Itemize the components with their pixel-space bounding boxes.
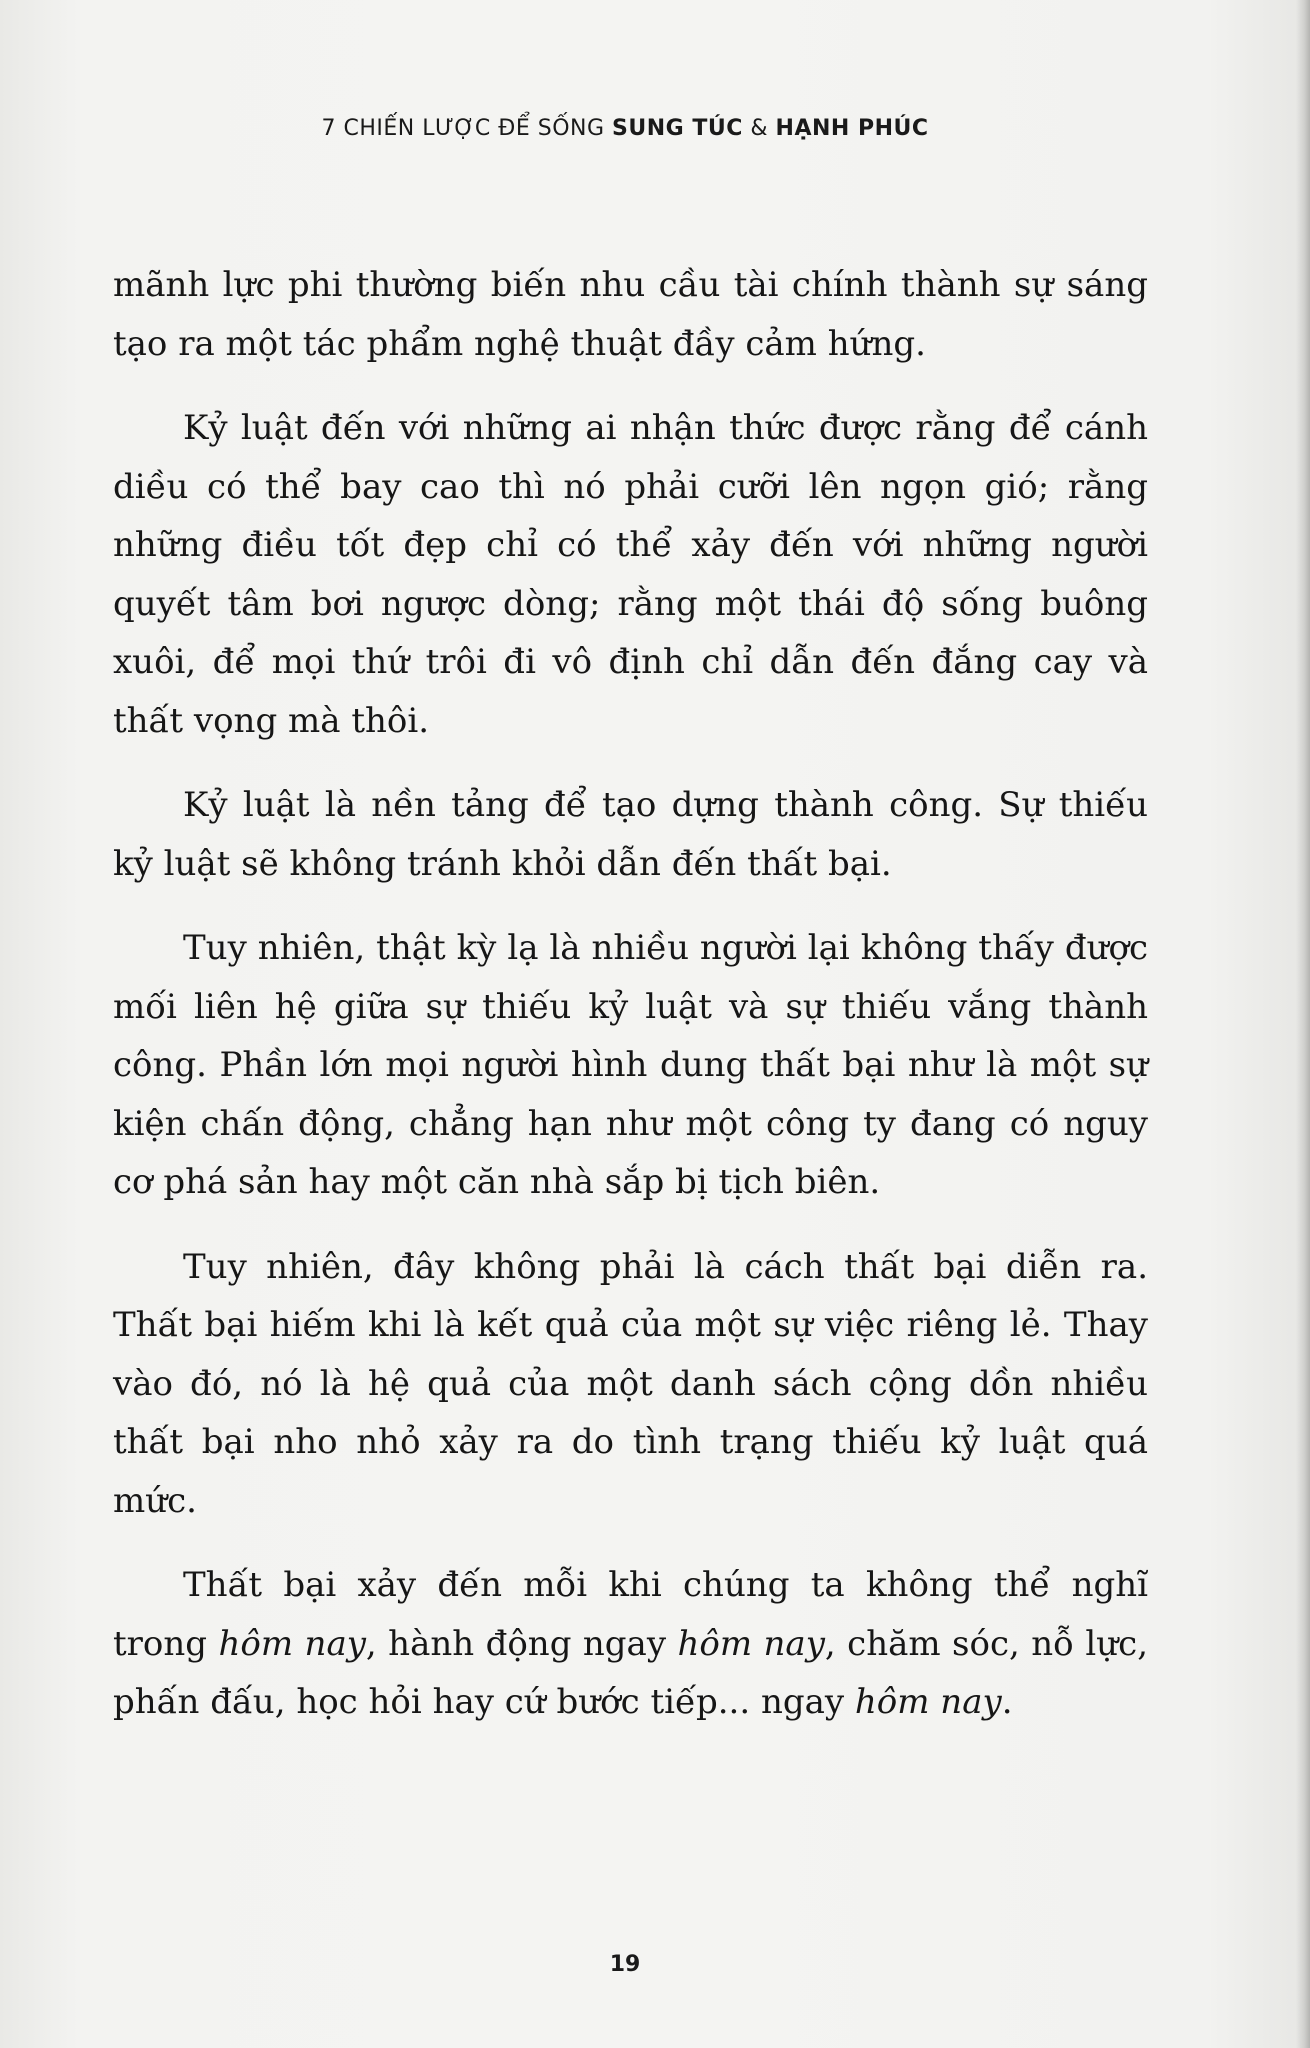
paragraph-6-italic-2: hôm nay [677, 1623, 825, 1664]
running-header [0, 116, 1250, 141]
paragraph-2: Kỷ luật đến với những ai nhận thức được rằng để cánh diều có thể bay cao thì nó phải cưỡi lên ngọn gió; rằng những điều tốt đẹp chỉ có thể xảy đến với những người quyết tâm bơi ngược dòng; rằng một thái độ sống buông xuôi, để mọi thứ trôi đi vô định chỉ dẫn đến đắng cay và thất vọng mà thôi. [113, 408, 1148, 741]
paragraph-6-text-1: Thất bại xảy đến mỗi khi chúng ta không thể nghĩ trong [113, 1565, 1148, 1664]
page-number: 19 [609, 1952, 641, 1977]
header-title-part2: SUNG TÚC [612, 116, 743, 141]
paragraph-6-italic-1: hôm nay [218, 1623, 366, 1664]
paragraph-6-text-4: . [1001, 1682, 1013, 1722]
body-text [113, 256, 1148, 1732]
paragraph-1: mãnh lực phi thường biến nhu cầu tài chính thành sự sáng tạo ra một tác phẩm nghệ thuật đầy cảm hứng. [113, 265, 1148, 364]
paragraph-5: Tuy nhiên, đây không phải là cách thất bại diễn ra. Thất bại hiếm khi là kết quả của một sự việc riêng lẻ. Thay vào đó, nó là hệ quả của một danh sách cộng dồn nhiều thất bại nho nhỏ xảy ra do tình trạng thiếu kỷ luật quá mức. [113, 1246, 1148, 1521]
header-title-part4: HẠNH PHÚC [775, 116, 929, 141]
header-title-part3: & [742, 116, 776, 141]
paragraph-4: Tuy nhiên, thật kỳ lạ là nhiều người lại không thấy được mối liên hệ giữa sự thiếu kỷ luật và sự thiếu vắng thành công. Phần lớn mọi người hình dung thất bại như là một sự kiện chấn động, chẳng hạn như một công ty đang có nguy cơ phá sản hay một căn nhà sắp bị tịch biên. [113, 928, 1148, 1202]
paragraph-6-text-3: , chăm sóc, nỗ lực, phấn đấu, học hỏi hay cứ bước tiếp... ngay [113, 1623, 1148, 1722]
paragraph-6-text-2: , hành động ngay [365, 1623, 678, 1664]
header-title-part1: 7 CHIẾN LƯỢC ĐỂ SỐNG [321, 116, 613, 141]
spine-shadow [1296, 0, 1310, 2048]
paragraph-6-italic-3: hôm nay [854, 1682, 1002, 1722]
paragraph-3: Kỷ luật là nền tảng để tạo dựng thành công. Sự thiếu kỷ luật sẽ không tránh khỏi dẫn đến thất bại. [113, 785, 1148, 884]
paragraph-6 [113, 1556, 1148, 1732]
